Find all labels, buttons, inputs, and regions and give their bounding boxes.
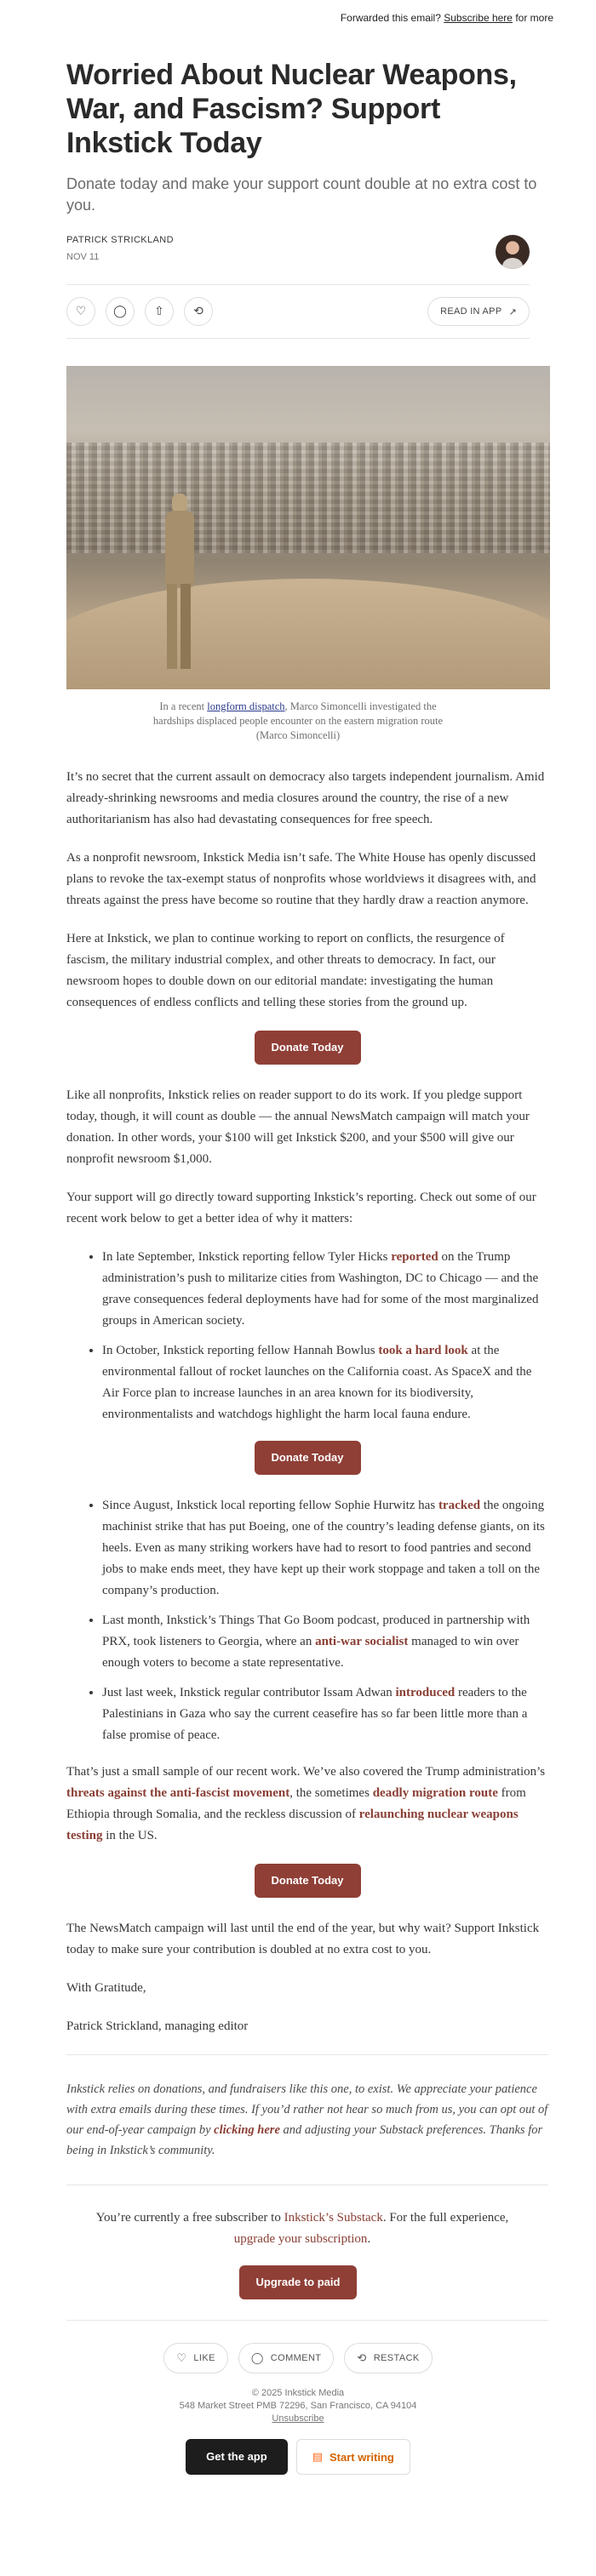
author-avatar[interactable] xyxy=(496,235,530,269)
address: 548 Market Street PMB 72296, San Francisco, CA 94104 xyxy=(179,2401,417,2411)
paragraph: The NewsMatch campaign will last until the end of the year, but why wait? Support Inkstick today to make sure your contribution is doubled at no extra cost to you. xyxy=(66,1922,540,1956)
image-caption xyxy=(145,700,451,743)
unsubscribe-link[interactable]: Unsubscribe xyxy=(272,2413,324,2424)
restack-icon: ⟲ xyxy=(357,2351,367,2365)
upgrade-link[interactable]: upgrade your subscription xyxy=(233,2232,368,2246)
longform-dispatch-link[interactable]: longform dispatch xyxy=(207,700,285,712)
list-item: • Since August, Inkstick local reporting fellow Sophie Hurwitz has tracked the ongoing machinist strike that has put Boeing, one of the country’s leading defense giants, on its heels. Even as many striking workers have had to resort to food pantries and second jobs to make ends meet, they have kept up their work stoppage and taken a toll on the company’s production. xyxy=(102,1495,548,1602)
restack-label: RESTACK xyxy=(373,2353,420,2363)
start-writing-label: Start writing xyxy=(329,2450,394,2464)
post-actions xyxy=(66,285,530,338)
soldier-figure xyxy=(160,494,198,672)
post-body xyxy=(66,767,548,2037)
summary-paragraph: That’s just a small sample of our recent work. We’ve also covered the Trump administration’s threats against the anti-fascist movement, the sometimes deadly migration route from Ethiopia through Somalia, and the reckless discussion of relaunching nuclear weapons testing in the US. xyxy=(66,1765,546,1842)
fundraiser-note: Inkstick relies on donations, and fundraisers like this one, to exist. We appreciate your patience with extra emails during these times. If you’d rather not hear so much from us, you can opt out of our end-of-year campaign by clicking here and adjusting your Substack preferences. Thanks for being in Inkstick’s community. xyxy=(66,2082,548,2157)
arrow-up-right-icon: ↗ xyxy=(508,306,517,317)
donate-button[interactable]: Donate Today xyxy=(255,1031,361,1065)
recent-work-list xyxy=(87,1247,548,1425)
list-item: • In late September, Inkstick reporting fellow Tyler Hicks reported on the Trump administration’s push to militarize cities from Washington, DC to Chicago — and the grave consequences federal deployments have had for some of the most marginalized groups in American society. xyxy=(102,1247,548,1332)
paragraph: Here at Inkstick, we plan to continue working to report on conflicts, the resurgence of fascism, the military industrial complex, and other threats to democracy. In fact, our newsroom hopes to double down on our editorial mandate: investigating the human consequences of endless conflicts and telling these stories from the ground up. xyxy=(66,932,505,1009)
caption-pre: In a recent xyxy=(159,700,205,712)
heart-icon[interactable]: ♡ xyxy=(66,297,95,326)
divider xyxy=(66,2320,548,2321)
get-app-button[interactable]: Get the app xyxy=(186,2439,288,2475)
introduced-link[interactable]: introduced xyxy=(395,1686,456,1699)
donate-button[interactable]: Donate Today xyxy=(255,1864,361,1898)
post-subtitle: Donate today and make your support count double at no extra cost to you. xyxy=(66,175,537,214)
restack-icon[interactable]: ⟲ xyxy=(184,297,213,326)
donate-button[interactable]: Donate Today xyxy=(255,1441,361,1475)
like-label: LIKE xyxy=(193,2353,215,2363)
signature: Patrick Strickland, managing editor xyxy=(66,2019,249,2033)
upgrade-button[interactable]: Upgrade to paid xyxy=(239,2265,358,2299)
restack-button[interactable] xyxy=(344,2343,432,2373)
signoff: With Gratitude, xyxy=(66,1981,146,1995)
camp-texture xyxy=(66,443,550,553)
divider xyxy=(66,2054,548,2055)
heart-icon: ♡ xyxy=(176,2351,187,2365)
read-in-app-button[interactable] xyxy=(427,297,530,326)
subscribe-link[interactable]: Subscribe here xyxy=(444,12,513,24)
forward-bar xyxy=(0,0,596,24)
tracked-link[interactable]: tracked xyxy=(438,1499,481,1512)
anti-war-socialist-link[interactable]: anti-war socialist xyxy=(315,1635,409,1648)
comment-button[interactable] xyxy=(238,2343,335,2373)
comment-label: COMMENT xyxy=(270,2353,322,2363)
paragraph: Your support will go directly toward supporting Inkstick’s reporting. Check out some of our recent work below to get a better idea of why it matters: xyxy=(66,1191,536,1225)
social-actions xyxy=(0,2343,596,2373)
list-item: • Last month, Inkstick’s Things That Go Boom podcast, produced in partnership with PRX, took listeners to Georgia, where an anti-war socialist managed to win over enough voters to become a state representative. xyxy=(102,1610,548,1674)
forward-text: Forwarded this email? xyxy=(340,12,441,24)
recent-work-list xyxy=(87,1495,548,1746)
footer xyxy=(0,2387,596,2425)
share-icon[interactable]: ⇧ xyxy=(145,297,174,326)
like-button[interactable] xyxy=(163,2343,228,2373)
substack-link[interactable]: Inkstick’s Substack xyxy=(284,2211,383,2225)
paragraph: It’s no secret that the current assault on democracy also targets independent journalism. Amid already-shrinking newsrooms and media closures around the country, the rise of a new authoritarianism has also had devastating consequences for free speech. xyxy=(66,770,545,826)
start-writing-button[interactable] xyxy=(296,2439,410,2475)
list-item: • In October, Inkstick reporting fellow Hannah Bowlus took a hard look at the environmental fallout of rocket launches on the California coast. As SpaceX and the Air Force plan to increase launches in an area known for its biodiversity, environmentalists and watchdogs highlight the harm local fauna endure. xyxy=(102,1340,548,1425)
paragraph: As a nonprofit newsroom, Inkstick Media isn’t safe. The White House has openly discussed plans to revoke the tax-exempt status of nonprofits whose worldviews it disagrees with, and threats against the press have become so routine that they hardly draw a reaction anymore. xyxy=(66,851,536,907)
comment-icon: ◯ xyxy=(250,2351,264,2365)
comment-icon[interactable]: ◯ xyxy=(106,297,135,326)
anti-fascist-link[interactable]: threats against the anti-fascist movement xyxy=(66,1786,290,1800)
post-title[interactable]: Worried About Nuclear Weapons, War, and Fascism? Support Inkstick Today xyxy=(66,59,517,159)
hero-image[interactable] xyxy=(66,366,550,689)
author-name[interactable]: PATRICK STRICKLAND xyxy=(66,235,174,245)
read-in-app-label: READ IN APP xyxy=(440,306,502,317)
list-item: • Just last week, Inkstick regular contributor Issam Adwan introduced readers to the Palestinians in Gaza who say the current ceasefire has so far been little more than a false promise of peace. xyxy=(102,1682,548,1746)
nuclear-testing-link[interactable]: relaunching nuclear weapons testing xyxy=(66,1808,519,1842)
took-a-hard-look-link[interactable]: took a hard look xyxy=(378,1344,468,1357)
substack-logo-icon: ▤ xyxy=(312,2450,323,2464)
post-date: NOV 11 xyxy=(66,252,100,262)
forward-suffix: for more xyxy=(515,12,553,24)
copyright: © 2025 Inkstick Media xyxy=(251,2388,345,2398)
migration-route-link[interactable]: deadly migration route xyxy=(372,1786,498,1800)
app-buttons xyxy=(0,2439,596,2475)
byline xyxy=(66,235,530,276)
divider xyxy=(66,338,530,339)
reported-link[interactable]: reported xyxy=(391,1250,438,1264)
subscription-notice: You’re currently a free subscriber to Inkstick’s Substack. For the full experience, upgrade your subscription. xyxy=(95,2211,509,2246)
hill-shape xyxy=(66,579,550,689)
opt-out-link[interactable]: clicking here xyxy=(214,2123,280,2137)
paragraph: Like all nonprofits, Inkstick relies on reader support to do its work. If you pledge support today, though, it will count as double — the annual NewsMatch campaign will match your donation. In other words, your $100 will get Inkstick $200, and your $500 will give our nonprofit newsroom $1,000. xyxy=(66,1088,530,1166)
caption-post: , Marco Simoncelli investigated the hardships displaced people encounter on the eastern migration route (Marco Simoncelli) xyxy=(152,700,444,741)
